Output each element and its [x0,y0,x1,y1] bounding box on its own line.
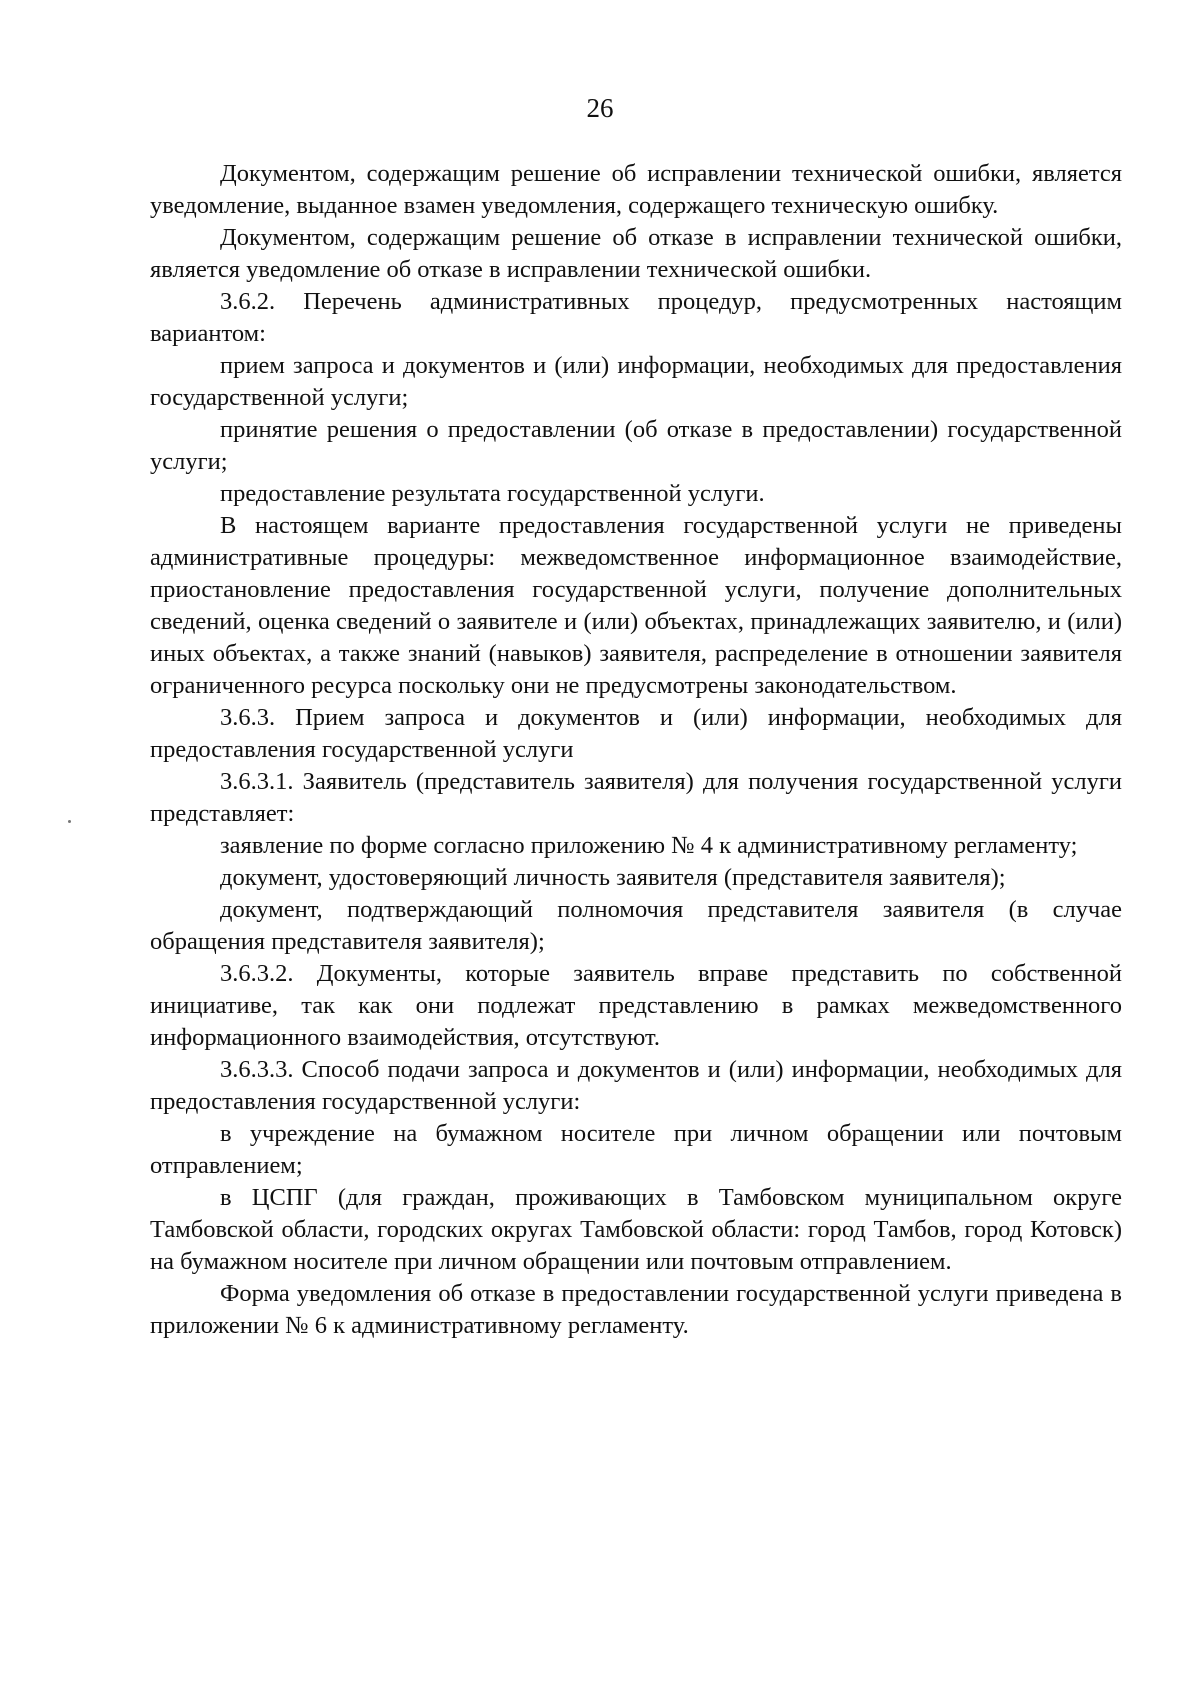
paragraph-3-6-3-1: 3.6.3.1. Заявитель (представитель заявителя) для получения государственной услуги представляет: [150,768,1122,827]
paragraph-refusal-decision-document: Документом, содержащим решение об отказе в исправлении технической ошибки, является уведомление об отказе в исправлении технической ошибки. [150,224,1122,283]
document-body [150,158,1122,1342]
paragraph-omitted-procedures: В настоящем варианте предоставления государственной услуги не приведены административные процедуры: межведомственное информационное взаимодействие, приостановление предоставления государственной услуги, получение дополнительных сведений, оценка сведений о заявителе и (или) объектах, принадлежащих заявителю, и (или) иных объектах, а также знаний (навыков) заявителя, распределение в отношении заявителя ограниченного ресурса поскольку они не предусмотрены законодательством. [150,512,1122,699]
paragraph-3-6-2: 3.6.2. Перечень административных процедур, предусмотренных настоящим вариантом: [150,288,1122,347]
paragraph-refusal-form: Форма уведомления об отказе в предоставлении государственной услуги приведена в приложении № 6 к административному регламенту. [150,1280,1122,1339]
paragraph-submission-institution: в учреждение на бумажном носителе при личном обращении или почтовым отправлением; [150,1120,1122,1179]
paragraph-application-form: заявление по форме согласно приложению № 4 к административному регламенту; [220,832,1078,859]
paragraph-3-6-3-3: 3.6.3.3. Способ подачи запроса и документов и (или) информации, необходимых для предоставления государственной услуги: [150,1056,1122,1115]
paragraph-3-6-3-2: 3.6.3.2. Документы, которые заявитель вправе представить по собственной инициативе, так как они подлежат представлению в рамках межведомственного информационного взаимодействия, отсутствуют. [150,960,1122,1051]
page-number: 26 [586,93,614,123]
paragraph-submission-cspg: в ЦСПГ (для граждан, проживающих в Тамбовском муниципальном округе Тамбовской области, городских округах Тамбовской области: город Тамбов, город Котовск) на бумажном носителе при личном обращении или почтовым отправлением. [150,1184,1122,1275]
paragraph-3-6-3: 3.6.3. Прием запроса и документов и (или) информации, необходимых для предоставления государственной услуги [150,704,1122,763]
paragraph-procedure-request-intake: прием запроса и документов и (или) информации, необходимых для предоставления государственной услуги; [150,352,1122,411]
paragraph-procedure-result: предоставление результата государственной услуги. [220,480,765,507]
paragraph-identity-document: документ, удостоверяющий личность заявителя (представителя заявителя); [220,864,1006,891]
paragraph-authority-document: документ, подтверждающий полномочия представителя заявителя (в случае обращения представителя заявителя); [150,896,1122,955]
paragraph-correction-decision-document: Документом, содержащим решение об исправлении технической ошибки, является уведомление, выданное взамен уведомления, содержащего техническую ошибку. [150,160,1122,219]
scan-artifact-dot [68,820,71,823]
paragraph-procedure-decision: принятие решения о предоставлении (об отказе в предоставлении) государственной услуги; [150,416,1122,475]
